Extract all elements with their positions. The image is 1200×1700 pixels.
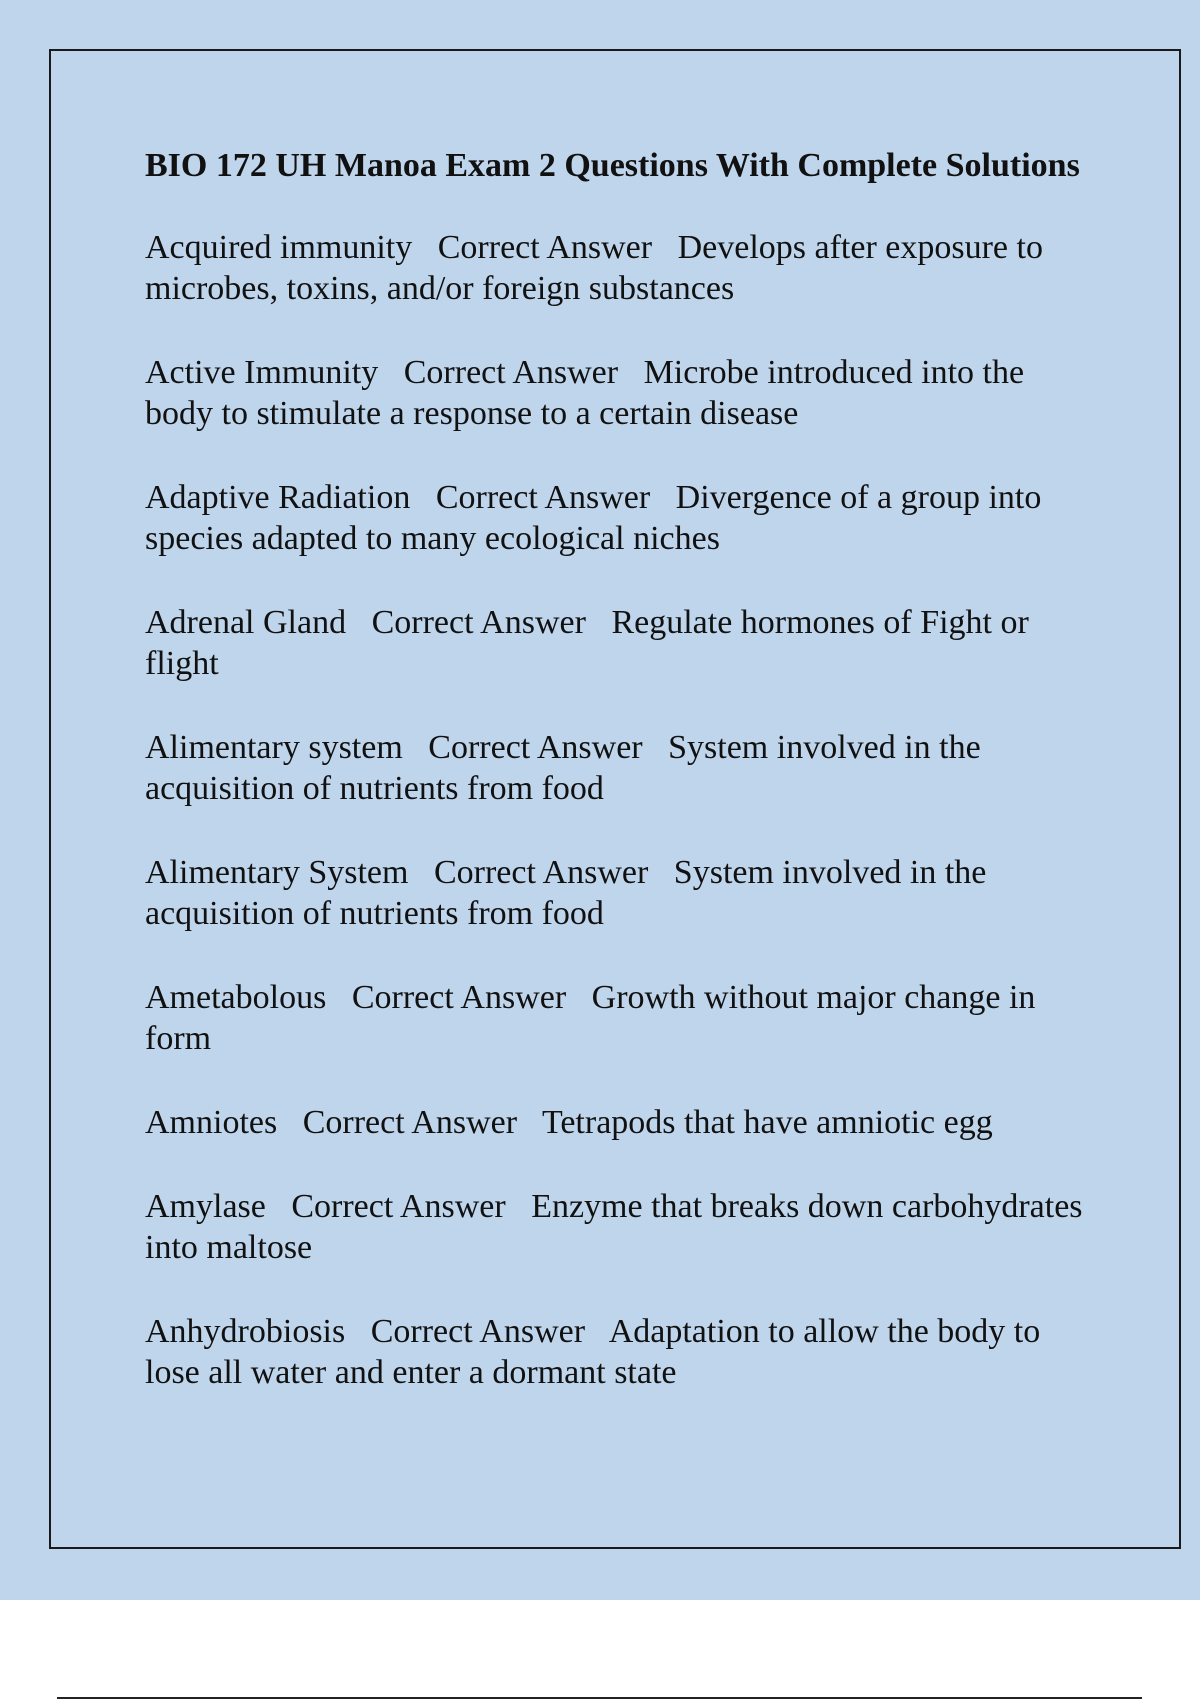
qa-entry <box>145 977 1100 1059</box>
qa-separator: Correct Answer <box>371 604 586 641</box>
qa-term: Alimentary System <box>145 854 409 891</box>
qa-term: Ametabolous <box>145 979 327 1016</box>
qa-separator: Correct Answer <box>435 479 651 516</box>
qa-separator: Correct Answer <box>370 1313 586 1350</box>
footer-rule <box>57 1697 1142 1699</box>
qa-entry <box>145 477 1100 559</box>
qa-term: Adrenal Gland <box>145 604 347 641</box>
qa-separator: Correct Answer <box>291 1188 506 1225</box>
qa-separator: Correct Answer <box>433 854 649 891</box>
qa-term: Acquired immunity <box>145 229 413 266</box>
qa-answer: Regulate hormones of Fight or flight <box>145 604 1029 682</box>
qa-answer: System involved in the acquisition of nutrients from food <box>145 854 987 932</box>
qa-entry <box>145 1186 1100 1268</box>
qa-answer: Adaptation to allow the body to lose all water and enter a dormant state <box>145 1313 1041 1391</box>
qa-term: Anhydrobiosis <box>145 1313 346 1350</box>
qa-entry <box>145 602 1100 684</box>
qa-term: Amniotes <box>145 1104 278 1141</box>
qa-entry <box>145 1311 1100 1393</box>
qa-answer: Tetrapods that have amniotic egg <box>541 1104 993 1141</box>
qa-separator: Correct Answer <box>428 729 643 766</box>
qa-answer: System involved in the acquisition of nutrients from food <box>145 729 981 807</box>
qa-answer: Enzyme that breaks down carbohydrates into maltose <box>145 1188 1083 1266</box>
qa-term: Active Immunity <box>145 354 379 391</box>
document-content <box>145 145 1100 1436</box>
qa-separator: Correct Answer <box>302 1104 518 1141</box>
qa-entry <box>145 227 1100 309</box>
qa-entry <box>145 852 1100 934</box>
qa-separator: Correct Answer <box>403 354 619 391</box>
qa-answer: Develops after exposure to microbes, toxins, and/or foreign substances <box>145 229 1043 307</box>
qa-separator: Correct Answer <box>351 979 567 1016</box>
qa-answer: Microbe introduced into the body to stimulate a response to a certain disease <box>145 354 1025 432</box>
qa-separator: Correct Answer <box>437 229 653 266</box>
qa-term: Adaptive Radiation <box>145 479 411 516</box>
qa-answer: Divergence of a group into species adapted to many ecological niches <box>145 479 1042 557</box>
document-title: BIO 172 UH Manoa Exam 2 Questions With Complete Solutions <box>145 147 1080 184</box>
qa-term: Alimentary system <box>145 729 403 766</box>
qa-entry <box>145 1102 1100 1143</box>
qa-term: Amylase <box>145 1188 266 1225</box>
qa-answer: Growth without major change in form <box>145 979 1036 1057</box>
qa-entry <box>145 727 1100 809</box>
qa-entry <box>145 352 1100 434</box>
